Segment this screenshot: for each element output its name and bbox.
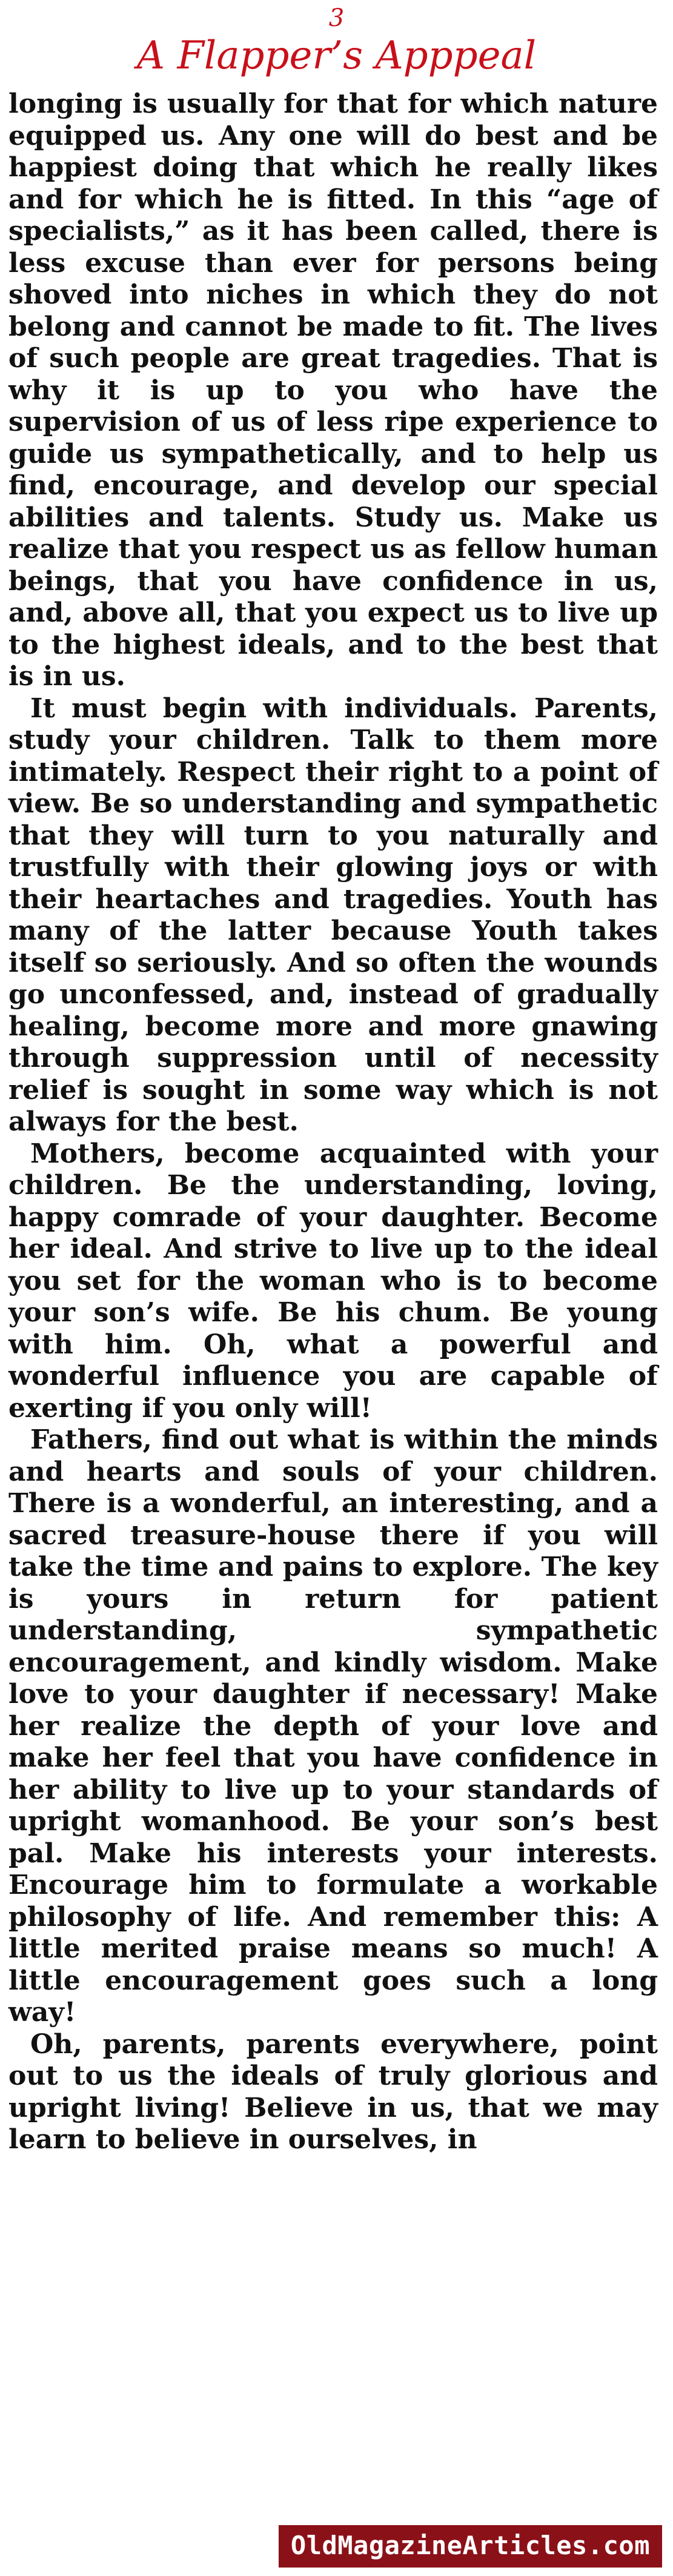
article-headline: A Flapper’s Apppeal <box>136 33 537 78</box>
article-paragraph: Oh, parents, parents everywhere, point out to us the ideals of truly glorious and upright living! Believe in us, that we may learn to believe in ourselves, in <box>8 2028 658 2155</box>
page-number: 3 <box>328 4 345 32</box>
site-watermark: OldMagazineArticles.com <box>279 2525 662 2568</box>
article-paragraph: Fathers, find out what is within the minds and hearts and souls of your children. There is a wonderful, an interesting, and a sacred treasure-house there if you will take the time and pains to explore. The key is yours in return for patient understanding, sympathetic encouragement, and kindly wisdom. Make love to your daughter if necessary! Make her realize the depth of your love and make her feel that you have confidence in her ability to live up to your standards of upright womanhood. Be your son’s best pal. Make his interests your interests. Encourage him to formulate a workable philosophy of life. And remember this: A little merited praise means so much! A little encouragement goes such a long way! <box>8 1424 658 2028</box>
article-paragraph: longing is usually for that for which nature equipped us. Any one will do best and be happiest doing that which he really likes and for which he is fitted. In this “age of specialists,” as it has been called, there is less excuse than ever for persons being shoved into niches in which they do not belong and cannot be made to fit. The lives of such people are great tragedies. That is why it is up to you who have the supervision of us of less ripe experience to guide us sympathetically, and to help us find, encourage, and develop our special abilities and talents. Study us. Make us realize that you respect us as fellow human beings, that you have confidence in us, and, above all, that you expect us to live up to the highest ideals, and to the best that is in us. <box>8 88 658 692</box>
article-body <box>8 88 658 2156</box>
article-paragraph: Mothers, become acquainted with your children. Be the understanding, loving, happy comrade of your daughter. Become her ideal. And strive to live up to the ideal you set for the woman who is to become your son’s wife. Be his chum. Be young with him. Oh, what a powerful and wonderful influence you are capable of exerting if you only will! <box>8 1138 658 1424</box>
article-paragraph: It must begin with individuals. Parents, study your children. Talk to them more intimately. Respect their right to a point of view. Be so understanding and sympathetic that they will turn to you naturally and trustfully with their glowing joys or with their heartaches and tragedies. Youth has many of the latter because Youth takes itself so seriously. And so often the wounds go unconfessed, and, instead of gradually healing, become more and more gnawing through suppression until of necessity relief is sought in some way which is not always for the best. <box>8 692 658 1137</box>
